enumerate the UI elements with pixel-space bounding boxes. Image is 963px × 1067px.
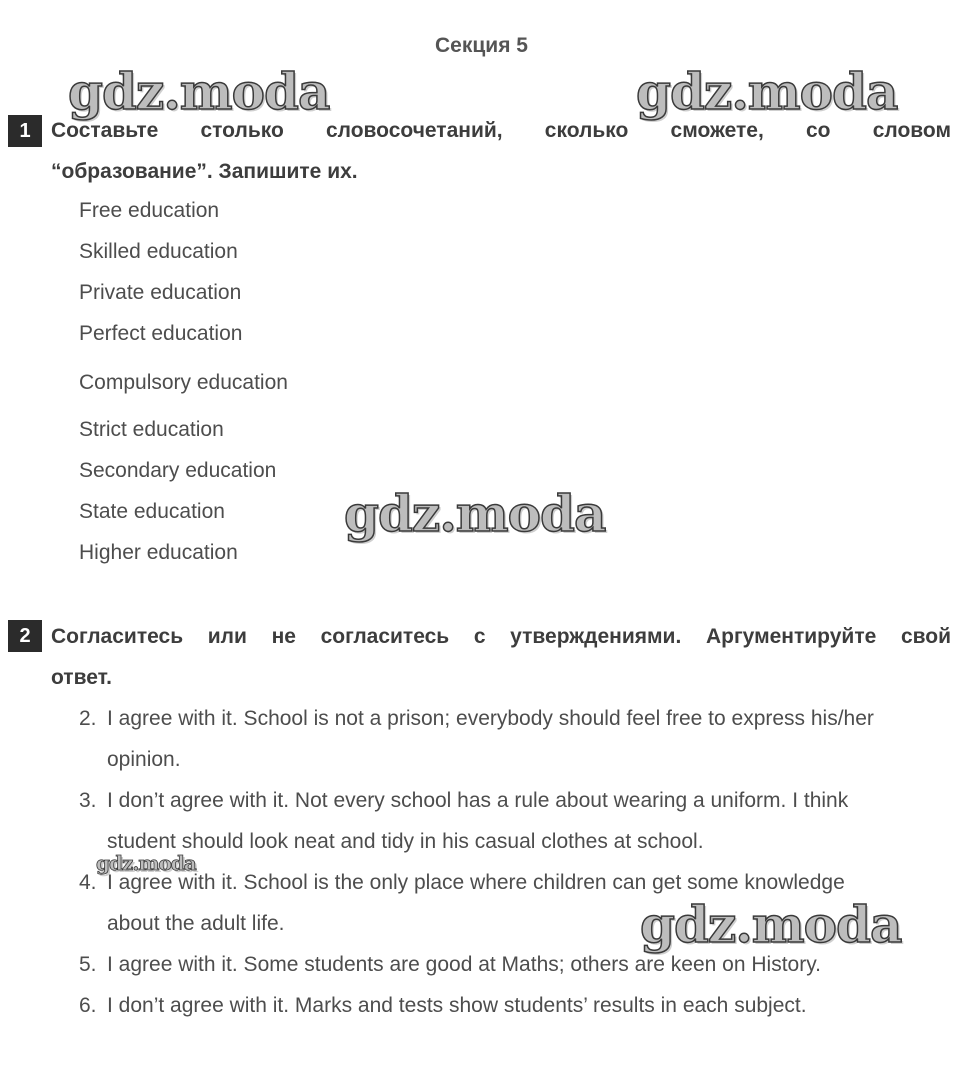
- list-item-number: 5.: [79, 953, 97, 976]
- list-item-number: 2.: [79, 707, 97, 730]
- watermark-logo: gdz.moda: [636, 62, 898, 121]
- list-item-continuation: opinion.: [107, 748, 181, 771]
- task-number-badge: 2: [8, 620, 42, 652]
- task-prompt-line-1: Согласитесь или не согласитесь с утверждениями. Аргументируйте свой: [51, 625, 951, 648]
- watermark-logo: gdz.moda: [68, 62, 330, 121]
- list-item: [79, 698, 954, 780]
- task-prompt-line-2: “образование”. Запишите их.: [51, 160, 358, 183]
- watermark-logo: gdz.moda: [96, 851, 196, 875]
- answer-line: Compulsory education: [79, 371, 288, 394]
- task-prompt-line-2: ответ.: [51, 666, 112, 689]
- list-item-text: I don’t agree with it. Not every school has a rule about wearing a uniform. I think: [107, 789, 849, 812]
- list-item-text: I agree with it. Some students are good at Maths; others are keen on History.: [107, 953, 821, 976]
- list-item: [79, 985, 954, 1026]
- list-item: [79, 780, 954, 862]
- answer-line: Skilled education: [79, 240, 238, 263]
- watermark-logo: gdz.moda: [640, 895, 902, 954]
- answer-line: Higher education: [79, 541, 238, 564]
- list-item-text: I don’t agree with it. Marks and tests show students’ results in each subject.: [107, 994, 807, 1017]
- answer-line: Private education: [79, 281, 242, 304]
- task-prompt-line-1: Составьте столько словосочетаний, сколько сможете, со словом: [51, 119, 951, 142]
- answer-line: Free education: [79, 199, 220, 222]
- task-number-badge: 1: [8, 115, 42, 147]
- list-item-continuation: about the adult life.: [107, 912, 285, 935]
- list-item-text: I agree with it. School is the only place where children can get some knowledge: [107, 871, 845, 894]
- list-item-number: 3.: [79, 789, 97, 812]
- watermark-logo: gdz.moda: [344, 484, 606, 543]
- answer-line: Strict education: [79, 418, 224, 441]
- list-item-text: I agree with it. School is not a prison; everybody should feel free to express his/her: [107, 707, 874, 730]
- list-item-number: 4.: [79, 871, 97, 894]
- list-item-continuation: student should look neat and tidy in his casual clothes at school.: [107, 830, 704, 853]
- section-title: Секция 5: [435, 34, 528, 57]
- answer-line: Perfect education: [79, 322, 243, 345]
- answer-line: Secondary education: [79, 459, 277, 482]
- answer-line: State education: [79, 500, 225, 523]
- list-item-number: 6.: [79, 994, 97, 1017]
